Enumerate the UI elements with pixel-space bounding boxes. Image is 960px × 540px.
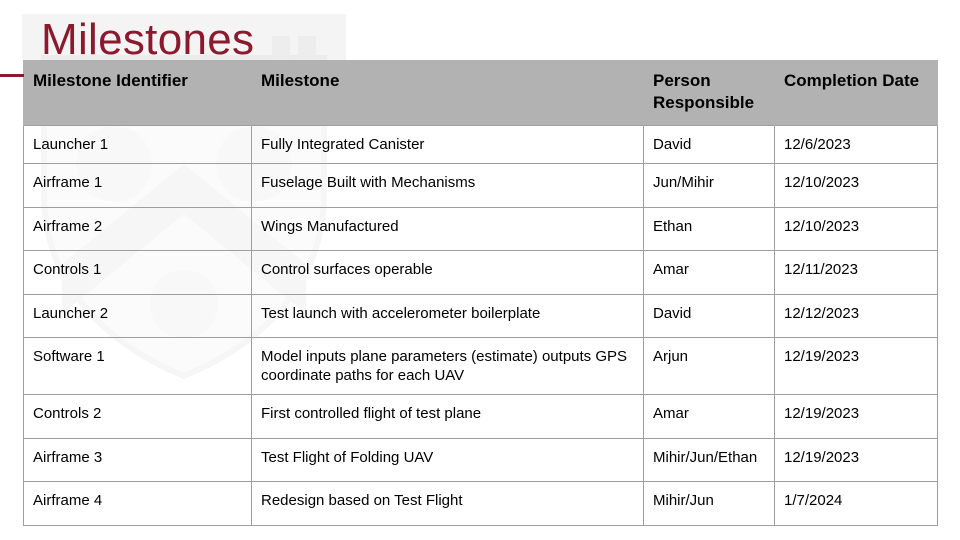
table-row	[24, 395, 938, 439]
cell-date: 12/19/2023	[775, 395, 938, 439]
cell-milestone: Model inputs plane parameters (estimate) outputs GPS coordinate paths for each UAV	[252, 338, 644, 395]
slide-title: Milestones	[41, 15, 255, 64]
cell-milestone: Fuselage Built with Mechanisms	[252, 164, 644, 208]
cell-identifier: Controls 2	[24, 395, 252, 439]
cell-identifier: Software 1	[24, 338, 252, 395]
table-row	[24, 482, 938, 526]
cell-milestone: Test Flight of Folding UAV	[252, 439, 644, 482]
cell-date: 12/11/2023	[775, 251, 938, 295]
cell-identifier: Airframe 2	[24, 208, 252, 251]
header-completion-date: Completion Date	[775, 60, 938, 126]
cell-person: Amar	[644, 395, 775, 439]
cell-identifier: Airframe 1	[24, 164, 252, 208]
title-accent-bar	[0, 74, 24, 77]
table-row	[24, 164, 938, 208]
cell-person: Amar	[644, 251, 775, 295]
cell-person: Arjun	[644, 338, 775, 395]
cell-person: Mihir/Jun	[644, 482, 775, 526]
cell-date: 12/19/2023	[775, 439, 938, 482]
cell-identifier: Launcher 1	[24, 126, 252, 164]
table-row	[24, 251, 938, 295]
table-row	[24, 295, 938, 338]
milestones-table	[23, 60, 938, 526]
table-row	[24, 338, 938, 395]
header-milestone-identifier: Milestone Identifier	[24, 60, 252, 126]
cell-milestone: First controlled flight of test plane	[252, 395, 644, 439]
cell-milestone: Wings Manufactured	[252, 208, 644, 251]
cell-date: 12/10/2023	[775, 208, 938, 251]
header-milestone: Milestone	[252, 60, 644, 126]
cell-identifier: Controls 1	[24, 251, 252, 295]
header-person-responsible: Person Responsible	[644, 60, 775, 126]
table-header-row	[24, 60, 938, 126]
cell-identifier: Airframe 3	[24, 439, 252, 482]
cell-person: Ethan	[644, 208, 775, 251]
cell-person: Mihir/Jun/Ethan	[644, 439, 775, 482]
cell-date: 12/12/2023	[775, 295, 938, 338]
cell-date: 12/10/2023	[775, 164, 938, 208]
cell-person: Jun/Mihir	[644, 164, 775, 208]
cell-milestone: Fully Integrated Canister	[252, 126, 644, 164]
cell-date: 12/6/2023	[775, 126, 938, 164]
cell-milestone: Redesign based on Test Flight	[252, 482, 644, 526]
cell-milestone: Control surfaces operable	[252, 251, 644, 295]
table-row	[24, 208, 938, 251]
cell-person: David	[644, 295, 775, 338]
table-row	[24, 126, 938, 164]
cell-date: 12/19/2023	[775, 338, 938, 395]
cell-date: 1/7/2024	[775, 482, 938, 526]
cell-milestone: Test launch with accelerometer boilerplate	[252, 295, 644, 338]
cell-identifier: Launcher 2	[24, 295, 252, 338]
cell-person: David	[644, 126, 775, 164]
table-row	[24, 439, 938, 482]
cell-identifier: Airframe 4	[24, 482, 252, 526]
